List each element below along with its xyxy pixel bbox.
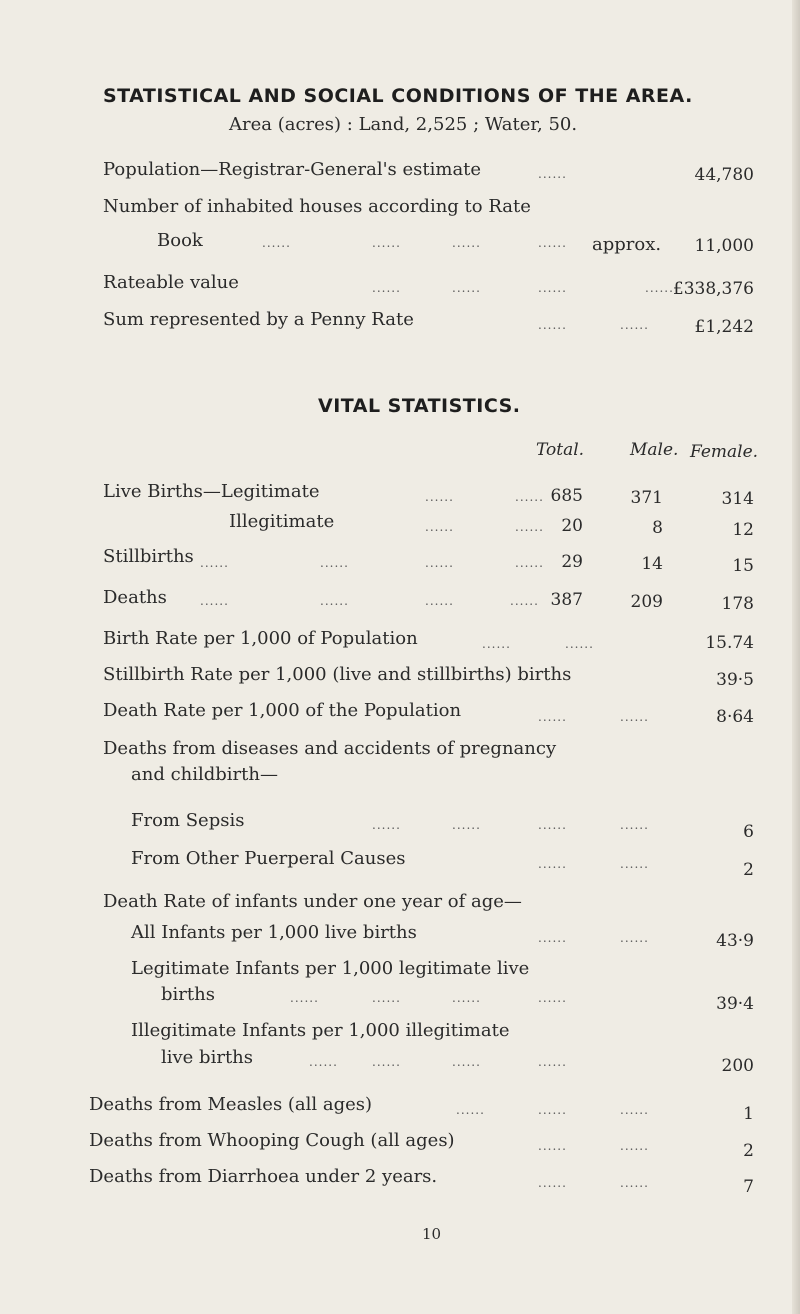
page-edge-shadow [792, 0, 800, 1314]
death-rate-label: Death Rate per 1,000 of the Population [103, 700, 462, 721]
vital-statistics-title: VITAL STATISTICS. [318, 395, 521, 417]
measles-deaths-value: 1 [743, 1104, 754, 1124]
legitimate-infants-label-line2: births [161, 984, 215, 1005]
whooping-cough-deaths-label: Deaths from Whooping Cough (all ages) [89, 1130, 455, 1151]
leader-dots: ...... [538, 931, 567, 945]
leader-dots: ...... [538, 991, 567, 1005]
page-title: STATISTICAL AND SOCIAL CONDITIONS OF THE AREA. [103, 85, 693, 107]
leader-dots: ...... [538, 318, 567, 332]
leader-dots: ...... [620, 1176, 649, 1190]
leader-dots: ...... [538, 1103, 567, 1117]
diarrhoea-deaths-value: 7 [743, 1177, 754, 1197]
leader-dots: ...... [309, 1055, 338, 1069]
leader-dots: ...... [620, 931, 649, 945]
leader-dots: ...... [290, 991, 319, 1005]
leader-dots: ...... [620, 1139, 649, 1153]
leader-dots: ...... [372, 236, 401, 250]
illegitimate-infants-value: 200 [721, 1056, 754, 1076]
leader-dots: ...... [620, 710, 649, 724]
illegitimate-infants-label-line2: live births [161, 1047, 254, 1068]
leader-dots: ...... [538, 281, 567, 295]
stillbirths-male: 14 [641, 554, 663, 574]
leader-dots: ...... [425, 556, 454, 570]
leader-dots: ...... [538, 167, 567, 181]
leader-dots: ...... [482, 637, 511, 651]
leader-dots: ...... [645, 281, 674, 295]
rateable-value: £338,376 [672, 279, 754, 299]
stillbirth-rate-value: 39·5 [716, 670, 754, 690]
live-births-legitimate-male: 371 [630, 488, 663, 508]
leader-dots: ...... [456, 1103, 485, 1117]
legitimate-infants-value: 39·4 [716, 994, 754, 1014]
legitimate-infants-label-line1: Legitimate Infants per 1,000 legitimate live [131, 958, 530, 979]
deaths-total: 387 [550, 590, 583, 610]
leader-dots: ...... [425, 520, 454, 534]
leader-dots: ...... [538, 818, 567, 832]
leader-dots: ...... [452, 818, 481, 832]
stillbirth-rate-label: Stillbirth Rate per 1,000 (live and stillbirths) births [103, 664, 572, 685]
sepsis-value: 6 [743, 822, 754, 842]
death-rate-value: 8·64 [716, 707, 754, 727]
leader-dots: ...... [320, 556, 349, 570]
page-number: 10 [422, 1225, 442, 1243]
area-line: Area (acres) : Land, 2,525 ; Water, 50. [229, 114, 578, 135]
live-births-illegitimate-male: 8 [652, 518, 663, 538]
leader-dots: ...... [565, 637, 594, 651]
leader-dots: ...... [425, 490, 454, 504]
diarrhoea-deaths-label: Deaths from Diarrhoea under 2 years. [89, 1166, 438, 1187]
houses-approx: approx. [592, 234, 662, 255]
maternal-deaths-label-line1: Deaths from diseases and accidents of pregnancy [103, 738, 557, 759]
stillbirths-total: 29 [561, 552, 583, 572]
penny-rate-label: Sum represented by a Penny Rate [103, 309, 414, 330]
whooping-cough-deaths-value: 2 [743, 1141, 754, 1161]
leader-dots: ...... [452, 1055, 481, 1069]
puerperal-label: From Other Puerperal Causes [131, 848, 406, 869]
deaths-female: 178 [721, 594, 754, 614]
deaths-male: 209 [630, 592, 663, 612]
penny-rate-value: £1,242 [694, 317, 754, 337]
live-births-illegitimate-female: 12 [732, 520, 754, 540]
leader-dots: ...... [200, 556, 229, 570]
birth-rate-label: Birth Rate per 1,000 of Population [103, 628, 418, 649]
live-births-legitimate-female: 314 [721, 489, 754, 509]
column-header-total: Total. [536, 440, 585, 460]
all-infants-label: All Infants per 1,000 live births [131, 922, 417, 943]
houses-value: 11,000 [694, 236, 754, 256]
population-value: 44,780 [694, 165, 754, 185]
leader-dots: ...... [538, 1176, 567, 1190]
leader-dots: ...... [620, 1103, 649, 1117]
leader-dots: ...... [372, 281, 401, 295]
illegitimate-infants-label-line1: Illegitimate Infants per 1,000 illegitimate [131, 1020, 510, 1041]
leader-dots: ...... [538, 710, 567, 724]
leader-dots: ...... [515, 520, 544, 534]
birth-rate-value: 15.74 [705, 633, 754, 653]
column-header-male: Male. [630, 440, 679, 460]
leader-dots: ...... [320, 594, 349, 608]
leader-dots: ...... [452, 991, 481, 1005]
infant-death-rate-label: Death Rate of infants under one year of age— [103, 891, 522, 912]
leader-dots: ...... [452, 281, 481, 295]
houses-label-line2: Book [157, 230, 203, 251]
measles-deaths-label: Deaths from Measles (all ages) [89, 1094, 373, 1115]
population-label: Population—Registrar-General's estimate [103, 159, 482, 180]
leader-dots: ...... [262, 236, 291, 250]
leader-dots: ...... [620, 857, 649, 871]
rateable-label: Rateable value [103, 272, 239, 293]
all-infants-value: 43·9 [716, 931, 754, 951]
leader-dots: ...... [538, 1055, 567, 1069]
stillbirths-label: Stillbirths [103, 546, 194, 567]
live-births-illegitimate-total: 20 [561, 516, 583, 536]
houses-label-line1: Number of inhabited houses according to Rate [103, 196, 531, 217]
sepsis-label: From Sepsis [131, 810, 245, 831]
leader-dots: ...... [538, 1139, 567, 1153]
leader-dots: ...... [515, 490, 544, 504]
leader-dots: ...... [425, 594, 454, 608]
live-births-legitimate-total: 685 [550, 486, 583, 506]
maternal-deaths-label-line2: and childbirth— [131, 764, 278, 785]
leader-dots: ...... [620, 318, 649, 332]
leader-dots: ...... [538, 857, 567, 871]
live-births-legitimate-label: Live Births—Legitimate [103, 481, 320, 502]
leader-dots: ...... [372, 991, 401, 1005]
deaths-label: Deaths [103, 587, 167, 608]
leader-dots: ...... [510, 594, 539, 608]
column-header-female: Female. [690, 442, 759, 462]
leader-dots: ...... [200, 594, 229, 608]
live-births-illegitimate-label: Illegitimate [229, 511, 335, 532]
leader-dots: ...... [620, 818, 649, 832]
leader-dots: ...... [538, 236, 567, 250]
stillbirths-female: 15 [732, 556, 754, 576]
puerperal-value: 2 [743, 860, 754, 880]
leader-dots: ...... [372, 818, 401, 832]
leader-dots: ...... [452, 236, 481, 250]
leader-dots: ...... [372, 1055, 401, 1069]
leader-dots: ...... [515, 556, 544, 570]
